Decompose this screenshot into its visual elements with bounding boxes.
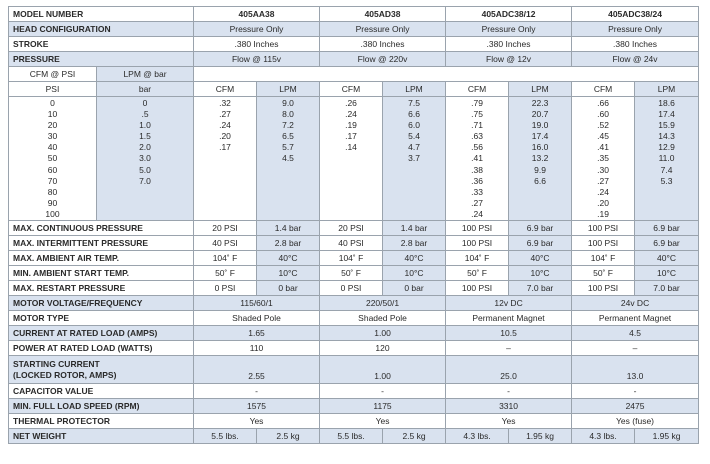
- row-value: 6.9 bar: [635, 236, 699, 251]
- max-intermittent-pressure-row: [9, 236, 699, 251]
- motor-voltage-value: 220/50/1: [320, 296, 446, 311]
- lpm-values: 18.6 17.4 15.9 14.3 12.9 11.0 7.4 5.3: [635, 97, 699, 221]
- cfm-values: .79 .75 .71 .63 .56 .41 .38 .36 .33 .27 .24: [446, 97, 509, 221]
- lpm-header: LPM: [383, 82, 446, 97]
- motor-voltage-row: [9, 296, 699, 311]
- thermal-protector-value: Yes: [194, 414, 320, 429]
- head-configuration-value: Pressure Only: [194, 22, 320, 37]
- row-value: 6.9 bar: [509, 236, 572, 251]
- units-row: [9, 67, 699, 82]
- model-405ad38: 405AD38: [320, 7, 446, 22]
- stroke-value: .380 Inches: [320, 37, 446, 52]
- current-rated-load-value: 1.00: [320, 326, 446, 341]
- current-rated-load-value: 4.5: [572, 326, 699, 341]
- row-value: 7.0 bar: [635, 281, 699, 296]
- model-405adc38-12: 405ADC38/12: [446, 7, 572, 22]
- net-weight-value: 4.3 lbs.: [572, 429, 635, 444]
- cfm-values: .66 .60 .52 .45 .41 .35 .30 .27 .24 .20 .19: [572, 97, 635, 221]
- motor-voltage-label: MOTOR VOLTAGE/FREQUENCY: [9, 296, 194, 311]
- starting-current-value: 1.00: [320, 356, 446, 384]
- row-value: 10°C: [509, 266, 572, 281]
- row-value: 50˚ F: [194, 266, 257, 281]
- row-value: 100 PSI: [446, 221, 509, 236]
- head-configuration-label: HEAD CONFIGURATION: [9, 22, 194, 37]
- lpm-at-bar-label: LPM @ bar: [97, 67, 194, 82]
- max-continuous-pressure-row: [9, 221, 699, 236]
- row-value: 0 PSI: [194, 281, 257, 296]
- motor-voltage-value: 115/60/1: [194, 296, 320, 311]
- head-configuration-value: Pressure Only: [572, 22, 699, 37]
- net-weight-value: 2.5 kg: [257, 429, 320, 444]
- motor-type-row: [9, 311, 699, 326]
- row-value: 6.9 bar: [509, 221, 572, 236]
- motor-voltage-value: 12v DC: [446, 296, 572, 311]
- motor-type-value: Shaded Pole: [194, 311, 320, 326]
- pressure-flow-value: Flow @ 24v: [572, 52, 699, 67]
- motor-type-value: Permanent Magnet: [446, 311, 572, 326]
- row-label: MAX. RESTART PRESSURE: [9, 281, 194, 296]
- min-full-load-speed-value: 3310: [446, 399, 572, 414]
- row-label: MIN. AMBIENT START TEMP.: [9, 266, 194, 281]
- head-configuration-row: [9, 22, 699, 37]
- row-value: 40°C: [383, 251, 446, 266]
- max-ambient-air-temp-row: [9, 251, 699, 266]
- net-weight-value: 1.95 kg: [509, 429, 572, 444]
- head-configuration-value: Pressure Only: [446, 22, 572, 37]
- model-number-row: [9, 7, 699, 22]
- lpm-header: LPM: [257, 82, 320, 97]
- thermal-protector-label: THERMAL PROTECTOR: [9, 414, 194, 429]
- min-full-load-speed-value: 1175: [320, 399, 446, 414]
- power-rated-load-value: 110: [194, 341, 320, 356]
- row-value: 100 PSI: [446, 236, 509, 251]
- row-value: 2.8 bar: [383, 236, 446, 251]
- net-weight-value: 4.3 lbs.: [446, 429, 509, 444]
- row-label: MAX. INTERMITTENT PRESSURE: [9, 236, 194, 251]
- row-value: 40°C: [635, 251, 699, 266]
- cfm-header: CFM: [320, 82, 383, 97]
- lpm-values: 22.3 20.7 19.0 17.4 16.0 13.2 9.9 6.6: [509, 97, 572, 221]
- thermal-protector-value: Yes: [446, 414, 572, 429]
- min-full-load-speed-value: 1575: [194, 399, 320, 414]
- specifications-table: [8, 6, 699, 444]
- row-value: 7.0 bar: [509, 281, 572, 296]
- cfm-header: CFM: [572, 82, 635, 97]
- capacitor-value: -: [194, 384, 320, 399]
- model-405adc38-24: 405ADC38/24: [572, 7, 699, 22]
- pressure-label: PRESSURE: [9, 52, 194, 67]
- net-weight-value: 2.5 kg: [383, 429, 446, 444]
- cfm-values: .32 .27 .24 .20 .17: [194, 97, 257, 221]
- capacitor-value: -: [320, 384, 446, 399]
- row-label: MAX. CONTINUOUS PRESSURE: [9, 221, 194, 236]
- current-rated-load-value: 1.65: [194, 326, 320, 341]
- row-value: 50˚ F: [320, 266, 383, 281]
- stroke-row: [9, 37, 699, 52]
- capacitor-value-row: [9, 384, 699, 399]
- model-405aa38: 405AA38: [194, 7, 320, 22]
- power-rated-load-label: POWER AT RATED LOAD (WATTS): [9, 341, 194, 356]
- capacitor-value: -: [446, 384, 572, 399]
- pressure-flow-value: Flow @ 220v: [320, 52, 446, 67]
- row-value: 1.4 bar: [383, 221, 446, 236]
- net-weight-value: 5.5 lbs.: [194, 429, 257, 444]
- row-value: 100 PSI: [572, 236, 635, 251]
- head-configuration-value: Pressure Only: [320, 22, 446, 37]
- row-value: 40°C: [509, 251, 572, 266]
- starting-current-row: [9, 356, 699, 384]
- net-weight-row: [9, 429, 699, 444]
- row-value: 6.9 bar: [635, 221, 699, 236]
- row-value: 50˚ F: [572, 266, 635, 281]
- spec-table-container: [8, 6, 699, 444]
- row-value: 2.8 bar: [257, 236, 320, 251]
- row-value: 40 PSI: [320, 236, 383, 251]
- cfm-at-psi-label: CFM @ PSI: [9, 67, 97, 82]
- stroke-value: .380 Inches: [194, 37, 320, 52]
- row-value: 10°C: [383, 266, 446, 281]
- thermal-protector-value: Yes: [320, 414, 446, 429]
- power-rated-load-value: –: [446, 341, 572, 356]
- row-value: 100 PSI: [572, 221, 635, 236]
- thermal-protector-row: [9, 414, 699, 429]
- pressure-flow-value: Flow @ 115v: [194, 52, 320, 67]
- lpm-header: LPM: [635, 82, 699, 97]
- capacitor-value: -: [572, 384, 699, 399]
- model-number-label: MODEL NUMBER: [9, 7, 194, 22]
- power-rated-load-value: –: [572, 341, 699, 356]
- row-value: 20 PSI: [320, 221, 383, 236]
- units-row-spacer: [194, 67, 699, 82]
- bar-header: bar: [97, 82, 194, 97]
- row-value: 40°C: [257, 251, 320, 266]
- motor-type-value: Permanent Magnet: [572, 311, 699, 326]
- row-value: 104˚ F: [572, 251, 635, 266]
- psi-values: 0 10 20 30 40 50 60 70 80 90 100: [9, 97, 97, 221]
- current-rated-load-value: 10.5: [446, 326, 572, 341]
- axis-row: [9, 82, 699, 97]
- current-rated-load-label: CURRENT AT RATED LOAD (AMPS): [9, 326, 194, 341]
- motor-voltage-value: 24v DC: [572, 296, 699, 311]
- net-weight-value: 5.5 lbs.: [320, 429, 383, 444]
- row-value: 0 PSI: [320, 281, 383, 296]
- motor-type-value: Shaded Pole: [320, 311, 446, 326]
- row-value: 50˚ F: [446, 266, 509, 281]
- min-full-load-speed-label: MIN. FULL LOAD SPEED (RPM): [9, 399, 194, 414]
- stroke-value: .380 Inches: [446, 37, 572, 52]
- row-value: 0 bar: [383, 281, 446, 296]
- min-ambient-start-temp-row: [9, 266, 699, 281]
- lpm-header: LPM: [509, 82, 572, 97]
- row-value: 0 bar: [257, 281, 320, 296]
- cfm-header: CFM: [194, 82, 257, 97]
- cfm-values: .26 .24 .19 .17 .14: [320, 97, 383, 221]
- net-weight-value: 1.95 kg: [635, 429, 699, 444]
- thermal-protector-value: Yes (fuse): [572, 414, 699, 429]
- net-weight-label: NET WEIGHT: [9, 429, 194, 444]
- lpm-values: 9.0 8.0 7.2 6.5 5.7 4.5: [257, 97, 320, 221]
- capacitor-value-label: CAPACITOR VALUE: [9, 384, 194, 399]
- motor-type-label: MOTOR TYPE: [9, 311, 194, 326]
- row-value: 100 PSI: [572, 281, 635, 296]
- stroke-value: .380 Inches: [572, 37, 699, 52]
- row-value: 40 PSI: [194, 236, 257, 251]
- row-value: 20 PSI: [194, 221, 257, 236]
- min-full-load-speed-value: 2475: [572, 399, 699, 414]
- lpm-values: 7.5 6.6 6.0 5.4 4.7 3.7: [383, 97, 446, 221]
- starting-current-value: 13.0: [572, 356, 699, 384]
- starting-current-value: 25.0: [446, 356, 572, 384]
- row-value: 100 PSI: [446, 281, 509, 296]
- starting-current-label: STARTING CURRENT (LOCKED ROTOR, AMPS): [9, 356, 194, 384]
- cfm-header: CFM: [446, 82, 509, 97]
- pressure-row: [9, 52, 699, 67]
- psi-header: PSI: [9, 82, 97, 97]
- row-value: 104˚ F: [446, 251, 509, 266]
- flow-data-row: [9, 97, 699, 221]
- row-value: 10°C: [257, 266, 320, 281]
- power-rated-load-row: [9, 341, 699, 356]
- starting-current-value: 2.55: [194, 356, 320, 384]
- power-rated-load-value: 120: [320, 341, 446, 356]
- row-label: MAX. AMBIENT AIR TEMP.: [9, 251, 194, 266]
- min-full-load-speed-row: [9, 399, 699, 414]
- current-rated-load-row: [9, 326, 699, 341]
- max-restart-pressure-row: [9, 281, 699, 296]
- pressure-flow-value: Flow @ 12v: [446, 52, 572, 67]
- row-value: 10°C: [635, 266, 699, 281]
- row-value: 104˚ F: [194, 251, 257, 266]
- row-value: 104˚ F: [320, 251, 383, 266]
- bar-values: 0 .5 1.0 1.5 2.0 3.0 5.0 7.0: [97, 97, 194, 221]
- stroke-label: STROKE: [9, 37, 194, 52]
- row-value: 1.4 bar: [257, 221, 320, 236]
